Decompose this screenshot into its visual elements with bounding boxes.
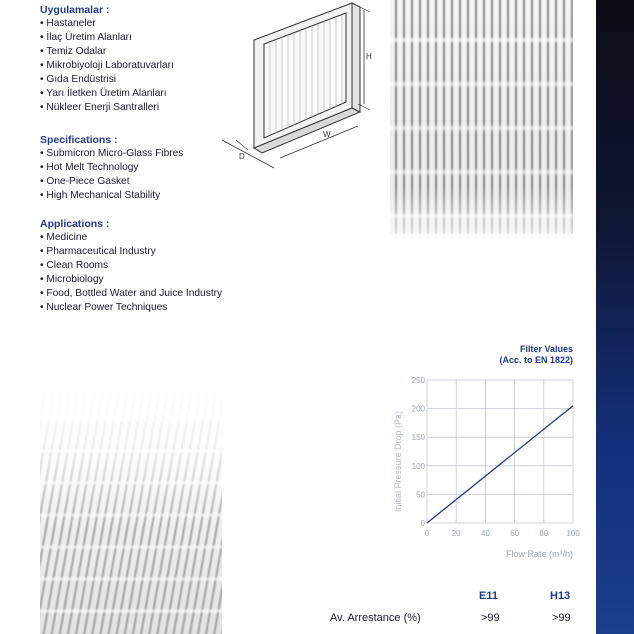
turkish-applications-list (40, 17, 174, 115)
turkish-applications-heading: Uygulamalar : (40, 4, 110, 16)
chart-title-line1: Filter Values (519, 344, 573, 354)
x-tick-label: 80 (539, 529, 549, 538)
x-tick-label: 40 (480, 529, 490, 538)
y-tick-label: 150 (411, 433, 425, 443)
cell-arrestance-e11: >99 (481, 612, 500, 624)
pressure-drop-chart (380, 368, 585, 568)
sidebar-band (596, 0, 634, 634)
y-axis-label: Initial Pressure Drop (Pa) (393, 410, 403, 513)
list-item: • One-Piece Gasket (40, 175, 183, 189)
list-item: • Temiz Odalar (40, 45, 174, 59)
applications-list (40, 231, 222, 315)
y-tick-label: 0 (420, 519, 425, 528)
chart-title (499, 344, 573, 366)
list-item: • Submicron Micro-Glass Fibres (40, 147, 183, 161)
row-label-arrestance: Av. Arrestance (%) (330, 612, 421, 624)
list-item: • High Mechanical Stability (40, 189, 183, 203)
x-tick-label: 60 (510, 529, 520, 538)
list-item: • Pharmaceutical Industry (40, 245, 222, 259)
y-tick-label: 250 (411, 376, 425, 385)
y-tick-label: 200 (411, 404, 425, 414)
column-header-e11: E11 (479, 590, 498, 602)
diagram-depth-label: D (239, 152, 245, 161)
x-tick-label: 100 (566, 529, 580, 538)
x-tick-label: 0 (424, 529, 430, 538)
list-item: • Food, Bottled Water and Juice Industry (40, 287, 222, 301)
applications-section (40, 218, 222, 315)
x-tick-label: 20 (451, 529, 461, 538)
specifications-heading: Specifications : (40, 134, 118, 146)
chart-title-line2: (Acc. to EN 1822) (499, 355, 573, 365)
y-tick-label: 100 (411, 461, 425, 471)
applications-heading: Applications : (40, 218, 110, 230)
filter-dimension-diagram (218, 0, 383, 175)
x-axis-label: Flow Rate (m³/h) (505, 549, 573, 559)
column-header-h13: H13 (550, 590, 571, 602)
turkish-applications-section (40, 4, 174, 115)
list-item: • İlaç Üretim Alanları (40, 31, 174, 45)
filter-media-photo-top (390, 0, 573, 234)
list-item: • Nükleer Enerji Santralleri (40, 101, 174, 115)
cell-arrestance-h13: >99 (552, 612, 571, 624)
list-item: • Medicine (40, 231, 222, 245)
specifications-section (40, 134, 183, 203)
list-item: • Nuclear Power Techniques (40, 301, 222, 315)
list-item: • Hot Melt Technology (40, 161, 183, 175)
diagram-width-label: W (323, 130, 331, 139)
y-tick-label: 50 (416, 490, 425, 500)
list-item: • Gıda Endüstrisi (40, 73, 174, 87)
list-item: • Mikrobiyoloji Laboratuvarları (40, 59, 174, 73)
list-item: • Clean Rooms (40, 259, 222, 273)
list-item: • Yarı İletken Üretim Alanları (40, 87, 174, 101)
list-item: • Hastaneler (40, 17, 174, 31)
list-item: • Microbiology (40, 273, 222, 287)
diagram-height-label: H (366, 52, 372, 61)
filter-media-photo-bottom (40, 390, 222, 634)
specifications-list (40, 147, 183, 203)
series-line (427, 406, 573, 523)
